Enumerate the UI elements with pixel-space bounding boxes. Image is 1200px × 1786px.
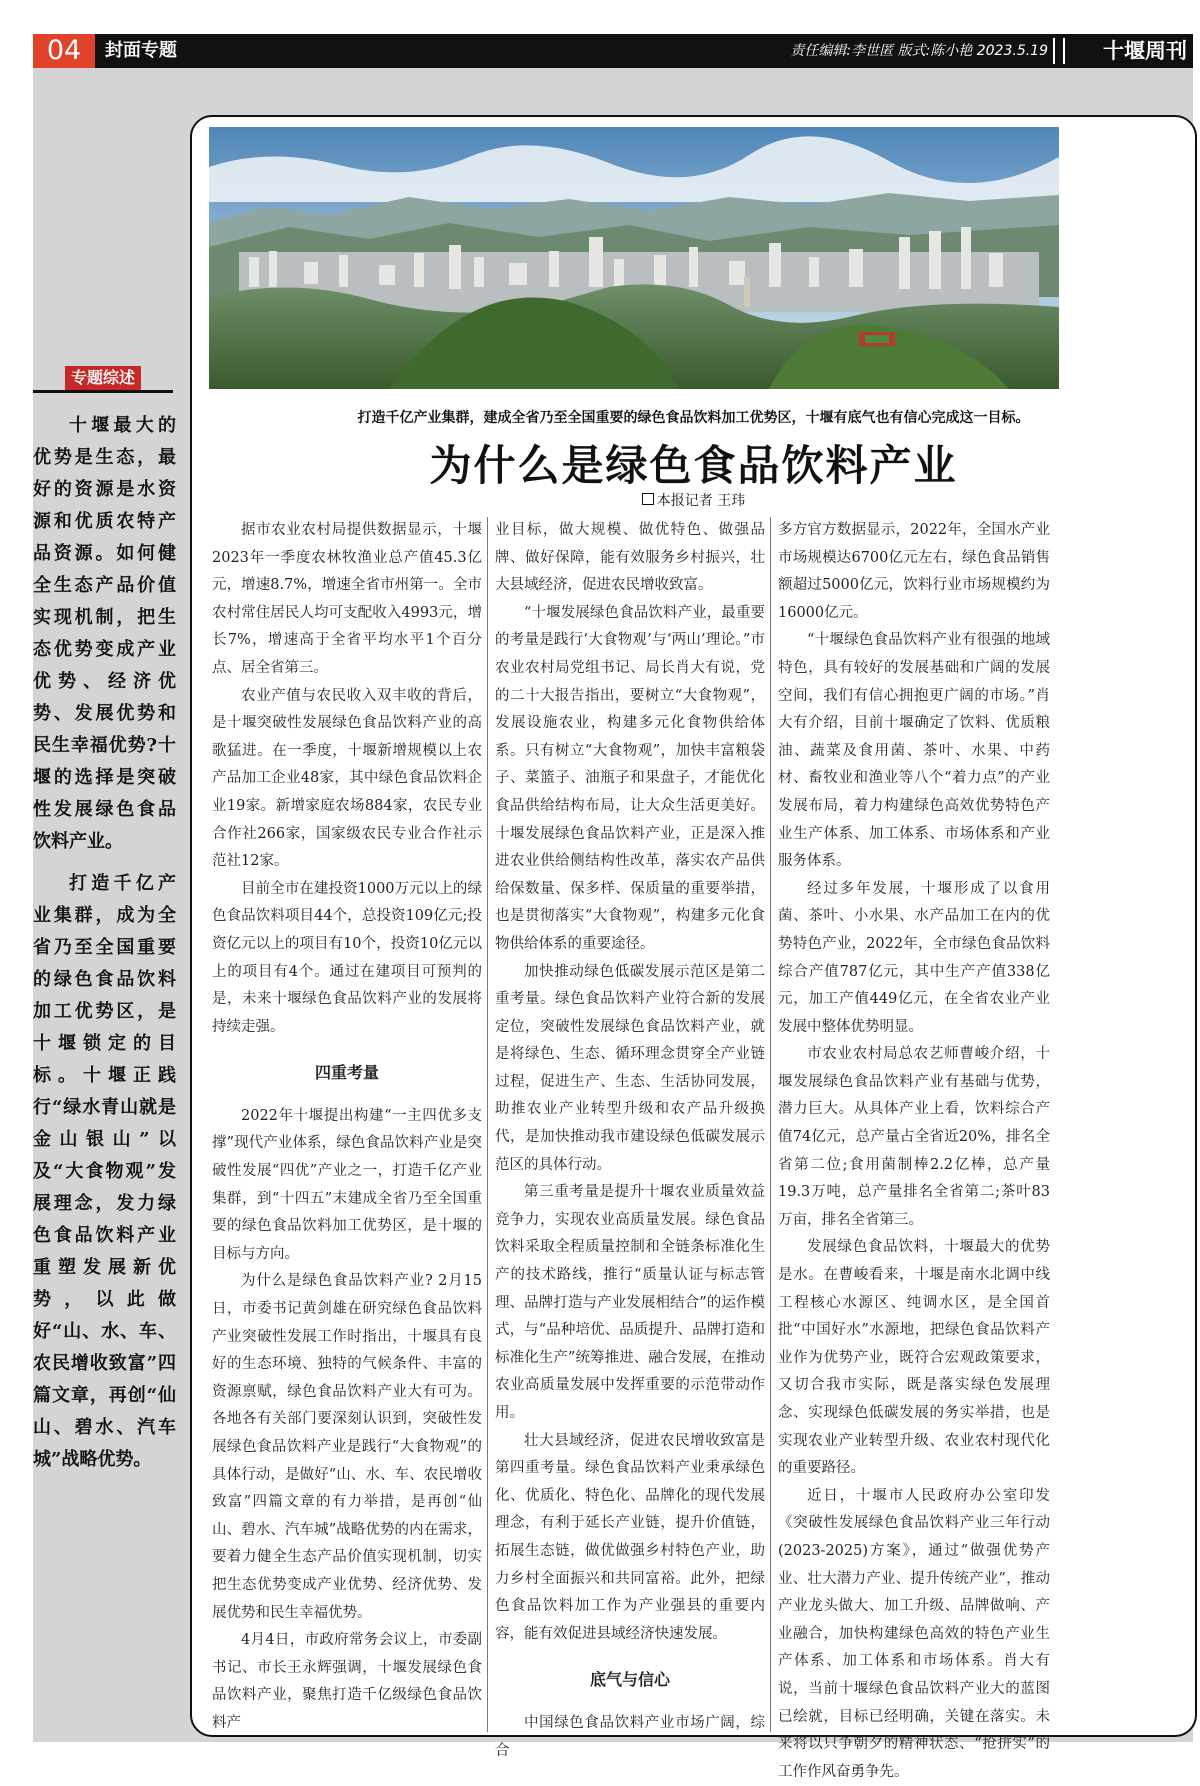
paragraph: “十堰绿色食品饮料产业有很强的地域特色，具有较好的发展基础和广阔的发展空间，我们有信心拥抱更广阔的市场。”肖大有介绍，目前十堰确定了饮料、优质粮油、蔬菜及食用菌、茶叶、水果、中药材、畜牧业和渔业等八个“着力点”的产业发展布局，着力构建绿色高效优势特色产业生产体系、加工体系、市场体系和产业服务体系。 xyxy=(778,632,1050,870)
city-panorama-photo xyxy=(209,127,1059,389)
byline-box-icon xyxy=(642,493,654,505)
paragraph: 多方官方数据显示，2022年，全国水产业市场规模达6700亿元左右，绿色食品销售额超过5000亿元，饮料行业市场规模约为16000亿元。 xyxy=(778,522,1050,621)
article-subtitle: 打造千亿产业集群，建成全省乃至全国重要的绿色食品饮料加工优势区，十堰有底气也有信心完成这一目标。 xyxy=(357,410,1030,426)
paragraph: 中国绿色食品饮料产业市场广阔，综合 xyxy=(495,1714,765,1759)
paragraph: 业目标，做大规模、做优特色、做强品牌、做好保障，能有效服务乡村振兴，壮大县域经济，促进农民增收致富。 xyxy=(495,522,765,594)
sidebar-rule xyxy=(33,390,173,393)
page-header xyxy=(33,34,1193,68)
paragraph: 为什么是绿色食品饮料产业? 2月15日，市委书记黄剑雄在研究绿色食品饮料产业突破性发展工作时指出，十堰具有良好的生态环境、独特的气候条件、丰富的资源禀赋，绿色食品饮料产业大有可为。各地各有关部门要深刻认识到，突破性发展绿色食品饮料产业是践行“大食物观”的具体行动，是做好“山、水、车、农民增收致富”四篇文章的有力举措，是再创“仙山、碧水、汽车城”战略优势的内在需求，要着力健全生态产品价值实现机制，切实把生态优势变成产业优势、经济优势、发展优势和民生幸福优势。 xyxy=(212,1273,482,1621)
paragraph: 农业产值与农民收入双丰收的背后，是十堰突破性发展绿色食品饮料产业的高歌猛进。在一季度，十堰新增规模以上农产品加工企业48家，其中绿色食品饮料企业19家。新增家庭农场884家，农民专业合作社266家，国家级农民专业合作社示范社12家。 xyxy=(212,687,482,870)
paragraph: 壮大县域经济，促进农民增收致富是第四重考量。绿色食品饮料产业秉承绿色化、优质化、特色化、品牌化的现代发展理念，有利于延长产业链，提升价值链，拓展生态链，做优做强乡村特色产业，助力乡村全面振兴和共同富裕。此外，把绿色食品饮料加工作为产业强县的重要内容，能有效促进县域经济快速发展。 xyxy=(495,1432,765,1642)
paragraph: 据市农业农村局提供数据显示，十堰2023年一季度农林牧渔业总产值45.3亿元，增速8.7%，增速全省市州第一。全市农村常住居民人均可支配收入4993元，增长7%，增速高于全省平均水平1个百分点、居全省第三。 xyxy=(212,522,482,676)
sidebar-paragraph: 打造千亿产业集群，成为全省乃至全国重要的绿色食品饮料加工优势区，是十堰锁定的目标。十堰正践行“绿水青山就是金山银山”以及“大食物观”发展理念，发力绿色食品饮料产业重塑发展新优势，以此做好“山、水、车、农民增收致富”四篇文章，再创“仙山、碧水、汽车城”战略优势。 xyxy=(33,873,176,1470)
sidebar-text xyxy=(33,410,176,1476)
masthead-ornament xyxy=(1053,38,1065,64)
sidebar-summary xyxy=(33,366,176,1486)
paragraph: 经过多年发展，十堰形成了以食用菌、茶叶、小水果、水产品加工在内的优势特色产业，2022年，全市绿色食品饮料综合产值787亿元，其中生产产值338亿元，加工产值449亿元，在全省农业产业发展中整体优势明显。 xyxy=(778,880,1050,1035)
article-card xyxy=(190,115,1197,1780)
sidebar-tag: 专题综述 xyxy=(65,366,141,390)
page-number: 04 xyxy=(33,34,95,68)
paragraph: 第三重考量是提升十堰农业质量效益竞争力，实现农业高质量发展。绿色食品饮料采取全程质量控制和全链条标准化生产的技术路线，推行“质量认证与标志管理、品牌打造与产业发展相结合”的运作模式，与“品种培优、品质提升、品牌打造和标准化生产”统筹推进、融合发展，在推动农业高质量发展中发挥重要的示范带动作用。 xyxy=(495,1184,765,1421)
editor-credits: 责任编辑:李世匿 版式:陈小艳 2023.5.19 xyxy=(790,43,1048,59)
paragraph: 加快推动绿色低碳发展示范区是第二重考量。绿色食品饮料产业符合新的发展定位，突破性发展绿色食品饮料产业，就是将绿色、生态、循环理念贯穿全产业链过程，促进生产、生态、生活协同发展，助推农业产业转型升级和农产品升级换代，是加快推动我市建设绿色低碳发展示范区的具体行动。 xyxy=(495,963,765,1173)
article-column-1 xyxy=(212,517,482,1738)
section-heading: 四重考量 xyxy=(314,1063,379,1083)
paragraph: “十堰发展绿色食品饮料产业，最重要的考量是践行‘大食物观’与‘两山’理论。”市农业农村局党组书记、局长肖大有说，党的二十大报告指出，要树立“大食物观”，发展设施农业，构建多元化食物供给体系。只有树立“大食物观”，加快丰富粮袋子、菜篮子、油瓶子和果盘子，才能优化食品供给结构布局，让大众生活更美好。十堰发展绿色食品饮料产业，正是深入推进农业供给侧结构性改革，落实农产品供给保数量、保多样、保质量的重要举措，也是贯彻落实“大食物观”，构建多元化食物供给体系的重要途径。 xyxy=(495,604,765,952)
section-name: 封面专题 xyxy=(105,40,177,61)
paragraph: 发展绿色食品饮料，十堰最大的优势是水。在曹峻看来，十堰是南水北调中线工程核心水源区、纯调水区，是全国首批“中国好水”水源地，把绿色食品饮料产业作为优势产业，既符合宏观政策要求，又切合我市实际，既是落实绿色发展理念、实现绿色低碳发展的务实举措，也是实现农业产业转型升级、农业农村现代化的重要路径。 xyxy=(778,1239,1050,1477)
column-divider xyxy=(487,517,488,1732)
article-column-2 xyxy=(495,517,765,1765)
section-heading: 底气与信心 xyxy=(589,1670,670,1690)
paragraph: 目前全市在建投资1000万元以上的绿色食品饮料项目44个，总投资109亿元;投资亿元以上的项目有10个，投资10亿元以上的项目有4个。通过在建项目可预判的是，未来十堰绿色食品饮料产业的发展将持续走强。 xyxy=(212,880,482,1035)
article-title: 为什么是绿色食品饮料产业 xyxy=(429,441,958,490)
paragraph: 近日，十堰市人民政府办公室印发《突破性发展绿色食品饮料产业三年行动(2023-2025)方案》，通过“做强优势产业、壮大潜力产业、提升传统产业”，推动产业龙头做大、加工升级、品牌做响、产业融合，加快构建绿色高效的特色产业生产体系、加工体系和市场体系。肖大有说，当前十堰绿色食品饮料产业大的蓝图已绘就，目标已经明确，关键在落实。未来将以只争朝夕的精神状态、“抢拼实”的工作作风奋勇争先。 xyxy=(778,1487,1050,1780)
article-column-3 xyxy=(778,517,1050,1786)
paragraph: 4月4日，市政府常务会议上，市委副书记、市长王永辉强调，十堰发展绿色食品饮料产业，聚焦打造千亿级绿色食品饮料产 xyxy=(212,1632,482,1731)
paragraph: 市农业农村局总农艺师曹峻介绍，十堰发展绿色食品饮料产业有基础与优势，潜力巨大。从具体产业上看，饮料综合产值74亿元，总产量占全省近20%，排名全省第二位;食用菌制棒2.2亿棒，总产量19.3万吨，总产量排名全省第二;茶叶83万亩，排名全省第三。 xyxy=(778,1046,1050,1228)
article-byline xyxy=(192,490,1195,510)
newspaper-name: 十堰周刊 xyxy=(1103,38,1187,63)
byline-text: 本报记者 王玮 xyxy=(656,493,746,509)
sidebar-tag-bar xyxy=(33,366,176,392)
paragraph: 2022年十堰提出构建“一主四优多支撑”现代产业体系，绿色食品饮料产业是突破性发展“四优”产业之一，打造千亿产业集群，到“十四五”末建成全省乃至全国重要的绿色食品饮料加工优势区，是十堰的目标与方向。 xyxy=(212,1107,482,1262)
column-divider xyxy=(770,517,771,1732)
sidebar-paragraph: 十堰最大的优势是生态，最好的资源是水资源和优质农特产品资源。如何健全生态产品价值实现机制，把生态优势变成产业优势、经济优势、发展优势和民生幸福优势?十堰的选择是突破性发展绿色食品饮料产业。 xyxy=(33,415,176,852)
